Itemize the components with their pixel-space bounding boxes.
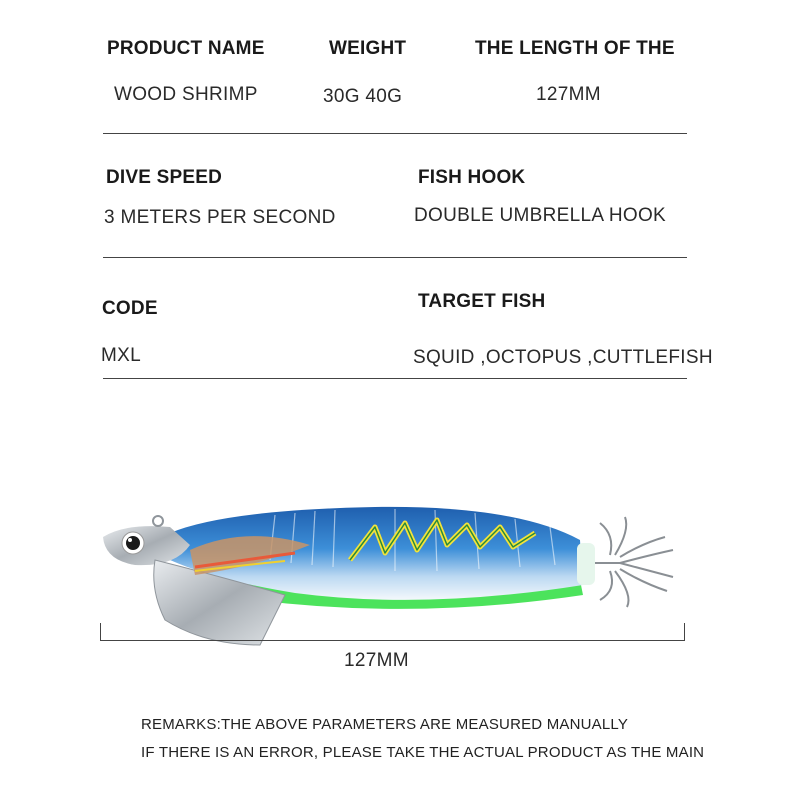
- fish-hook-value: DOUBLE UMBRELLA HOOK: [414, 205, 667, 226]
- target-fish-value: SQUID ,OCTOPUS ,CUTTLEFISH: [413, 347, 713, 368]
- squid-jig-lure-icon: [95, 505, 685, 655]
- code-label: CODE: [102, 298, 158, 319]
- weight-value: 30G 40G: [323, 86, 403, 107]
- code-value: MXL: [101, 345, 141, 366]
- length-label: THE LENGTH OF THE: [475, 38, 675, 59]
- dive-speed-value: 3 METERS PER SECOND: [104, 207, 336, 228]
- divider-2: [103, 257, 687, 258]
- product-name-label: PRODUCT NAME: [107, 38, 265, 59]
- weight-label: WEIGHT: [329, 38, 407, 59]
- divider-1: [103, 133, 687, 134]
- remarks-line-1: REMARKS:THE ABOVE PARAMETERS ARE MEASURED MANUALLY: [141, 716, 629, 733]
- lure-image: [95, 505, 685, 655]
- dimension-label: 127MM: [344, 650, 409, 671]
- dimension-line: [100, 640, 685, 641]
- dimension-tick-left: [100, 623, 101, 641]
- divider-3: [103, 378, 687, 379]
- fish-hook-label: FISH HOOK: [418, 167, 526, 188]
- target-fish-label: TARGET FISH: [418, 291, 546, 312]
- length-value: 127MM: [536, 84, 601, 105]
- remarks-line-2: IF THERE IS AN ERROR, PLEASE TAKE THE ACTUAL PRODUCT AS THE MAIN: [141, 744, 705, 761]
- dive-speed-label: DIVE SPEED: [106, 167, 223, 188]
- product-name-value: WOOD SHRIMP: [114, 84, 258, 105]
- dimension-tick-right: [684, 623, 685, 641]
